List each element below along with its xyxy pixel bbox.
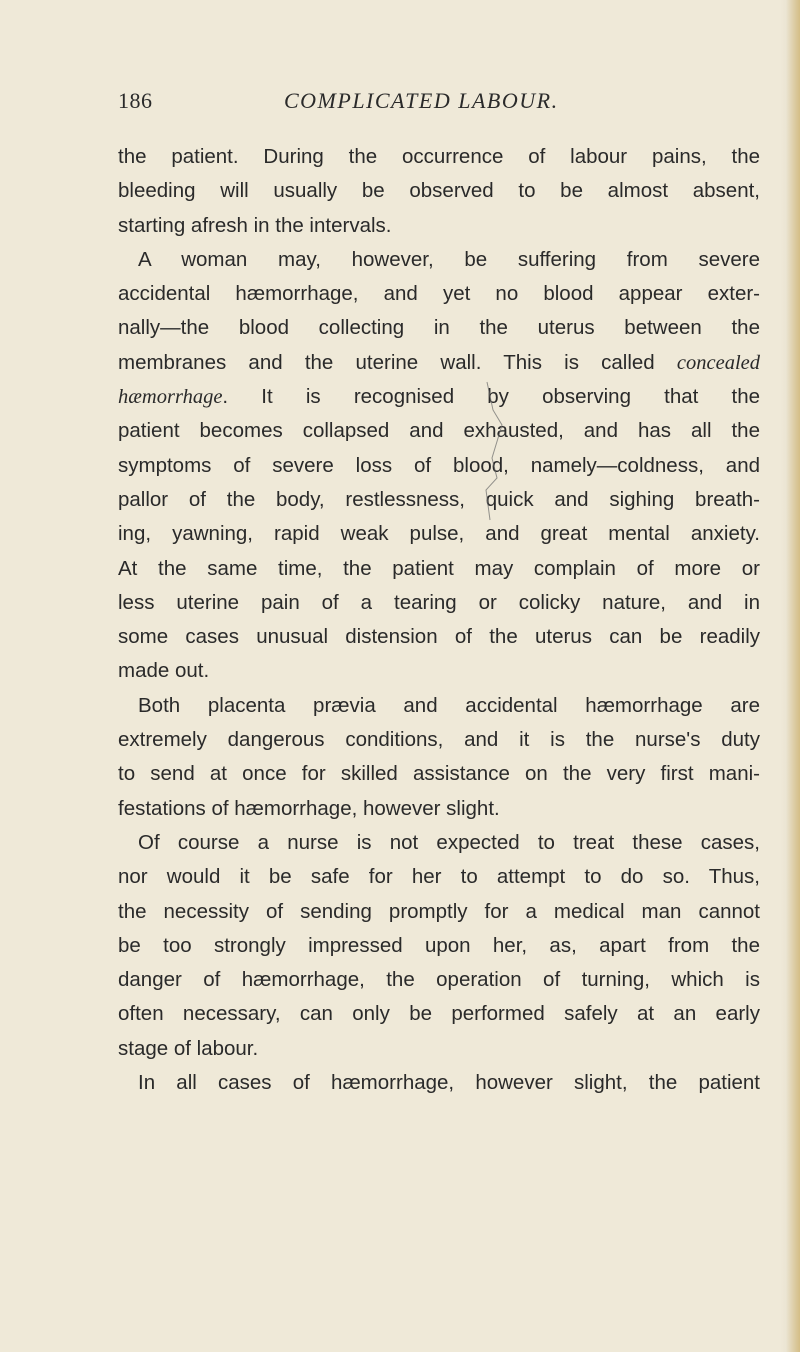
line-text: some cases unusual distension of the uterus can be readily (118, 625, 760, 649)
text-line (118, 174, 760, 208)
text-line (118, 620, 760, 654)
text-line (118, 826, 760, 860)
line-text: less uterine pain of a tearing or colicky nature, and in (118, 590, 760, 614)
page-number: 186 (118, 88, 153, 113)
chapter-title: COMPLICATED LABOUR. (284, 88, 559, 113)
line-text: the necessity of sending promptly for a medical man cannot (118, 899, 760, 923)
line-text: the patient. During the occurrence of labour pains, the (118, 145, 760, 168)
text-line (118, 552, 760, 586)
text-line (118, 792, 760, 826)
line-text: starting afresh in the intervals. (118, 213, 392, 237)
text-line (118, 895, 760, 929)
line-text: danger of hæmorrhage, the operation of turning, which is (118, 968, 760, 992)
page-edge-shading (786, 0, 800, 1352)
line-text: bleeding will usually be observed to be almost absent, (118, 179, 760, 203)
text-line (118, 1032, 760, 1066)
text-line (118, 654, 760, 688)
line-text: pallor of the body, restlessness, quick and sighing breath- (118, 487, 760, 511)
line-text: symptoms of severe loss of blood, namely—coldness, and (118, 453, 760, 477)
text-line (118, 140, 760, 174)
line-text: be too strongly impressed upon her, as, apart from the (118, 933, 760, 957)
text-line (118, 449, 760, 483)
text-line (118, 380, 760, 414)
line-text: Of course a nurse is not expected to treat these cases, (138, 830, 760, 854)
text-line (118, 517, 760, 551)
line-text: nally—the blood collecting in the uterus between the (118, 316, 760, 340)
text-line (118, 929, 760, 963)
text-line (118, 483, 760, 517)
line-text: membranes and the uterine wall. This is called (118, 350, 677, 374)
line-text: often necessary, can only be performed safely at an early (118, 1002, 760, 1026)
text-line (118, 414, 760, 448)
line-text: stage of labour. (118, 1036, 259, 1060)
line-text: ing, yawning, rapid weak pulse, and great mental anxiety. (118, 522, 760, 546)
text-line (118, 1066, 760, 1100)
line-text: . It is recognised by observing that the (222, 385, 760, 409)
line-text: to send at once for skilled assistance on the very first mani- (118, 762, 760, 786)
text-line (118, 209, 760, 243)
body-text (118, 140, 760, 1100)
line-text: Both placenta prævia and accidental hæmorrhage are (138, 693, 760, 717)
text-line (118, 586, 760, 620)
text-line (118, 757, 760, 791)
running-head (118, 88, 758, 124)
line-text: patient becomes collapsed and exhausted, and has all the (118, 419, 760, 443)
text-line (118, 346, 760, 380)
line-text: A woman may, however, be suffering from severe (138, 247, 760, 271)
italic-term: hæmorrhage (118, 386, 223, 409)
line-text: extremely dangerous conditions, and it is the nurse's duty (118, 728, 760, 752)
line-text: In all cases of hæmorrhage, however slight, the patient (138, 1071, 760, 1095)
text-line (118, 963, 760, 997)
line-text: made out. (118, 659, 210, 683)
line-text: At the same time, the patient may complain of more or (118, 556, 760, 580)
italic-term: concealed (676, 351, 760, 374)
text-line (118, 860, 760, 894)
line-text: nor would it be safe for her to attempt to do so. Thus, (118, 865, 760, 889)
text-line (118, 723, 760, 757)
text-line (118, 997, 760, 1031)
text-line (118, 689, 760, 723)
line-text: accidental hæmorrhage, and yet no blood appear exter- (118, 282, 760, 306)
text-line (118, 243, 760, 277)
text-line (118, 311, 760, 345)
text-line (118, 277, 760, 311)
line-text: festations of hæmorrhage, however slight. (118, 796, 500, 820)
